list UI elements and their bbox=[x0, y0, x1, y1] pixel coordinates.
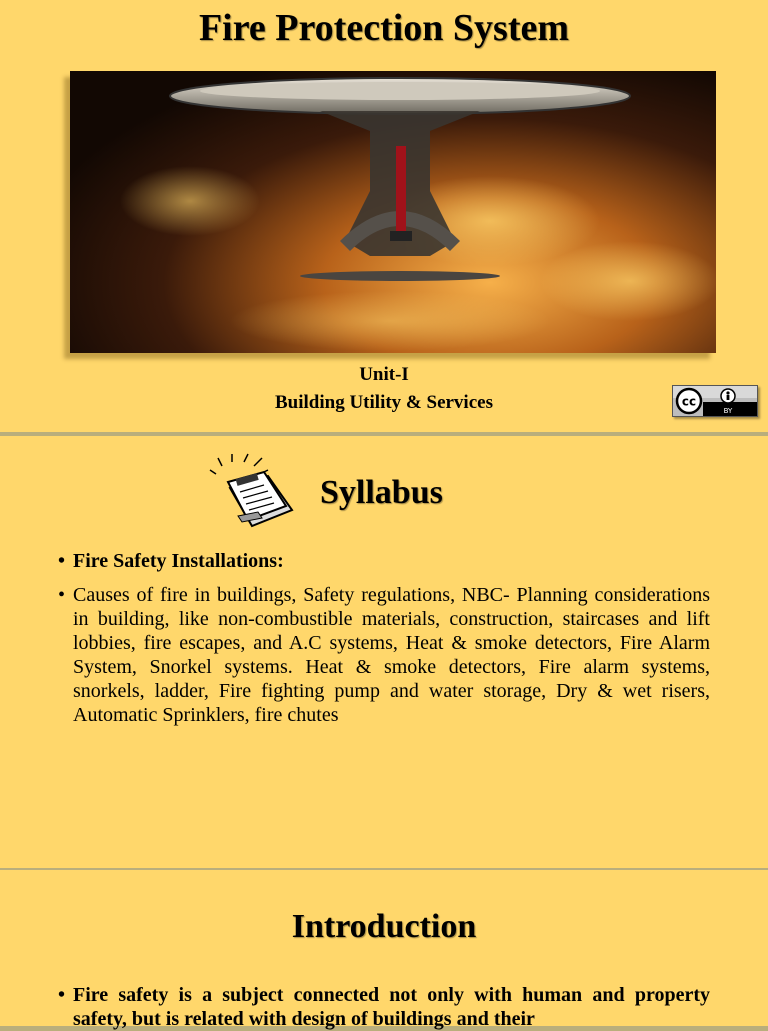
syllabus-bullet-1 bbox=[58, 549, 710, 573]
unit-label: Unit-I bbox=[359, 364, 409, 385]
syllabus-clipboard-icon bbox=[208, 452, 300, 530]
cc-icon-text: cc bbox=[681, 394, 697, 409]
sprinkler-photo bbox=[70, 71, 716, 353]
bullet-text: Causes of fire in buildings, Safety regulations, NBC- Planning considerations in building, like non-combustible materials, construction, staircases and lift lobbies, fire escapes, and A.C systems, Heat & smoke detectors, Fire Alarm System, Snorkel systems. Heat & smoke detectors, Fire alarm systems, snorkels, ladder, Fire fighting pump and water storage, Dry & wet risers, Automatic Sprinklers, fire chutes bbox=[73, 584, 710, 726]
bullet-text: Fire safety is a subject connected not only with human and property safety, but is related with design of buildings and their bbox=[73, 984, 710, 1030]
by-text: BY bbox=[723, 407, 733, 415]
bullet-dot: • bbox=[58, 984, 66, 1006]
bullet-text: Fire Safety Installations: bbox=[73, 550, 284, 572]
subject-label: Building Utility & Services bbox=[275, 392, 493, 413]
creative-commons-badge[interactable] bbox=[672, 385, 758, 417]
title-slide bbox=[0, 0, 768, 432]
introduction-heading: Introduction bbox=[291, 908, 477, 945]
syllabus-heading: Syllabus bbox=[320, 474, 443, 511]
slide-title: Fire Protection System bbox=[198, 7, 570, 49]
bullet-dot: • bbox=[58, 584, 66, 606]
syllabus-bullet-2 bbox=[58, 583, 710, 727]
bullet-dot: • bbox=[58, 550, 66, 572]
